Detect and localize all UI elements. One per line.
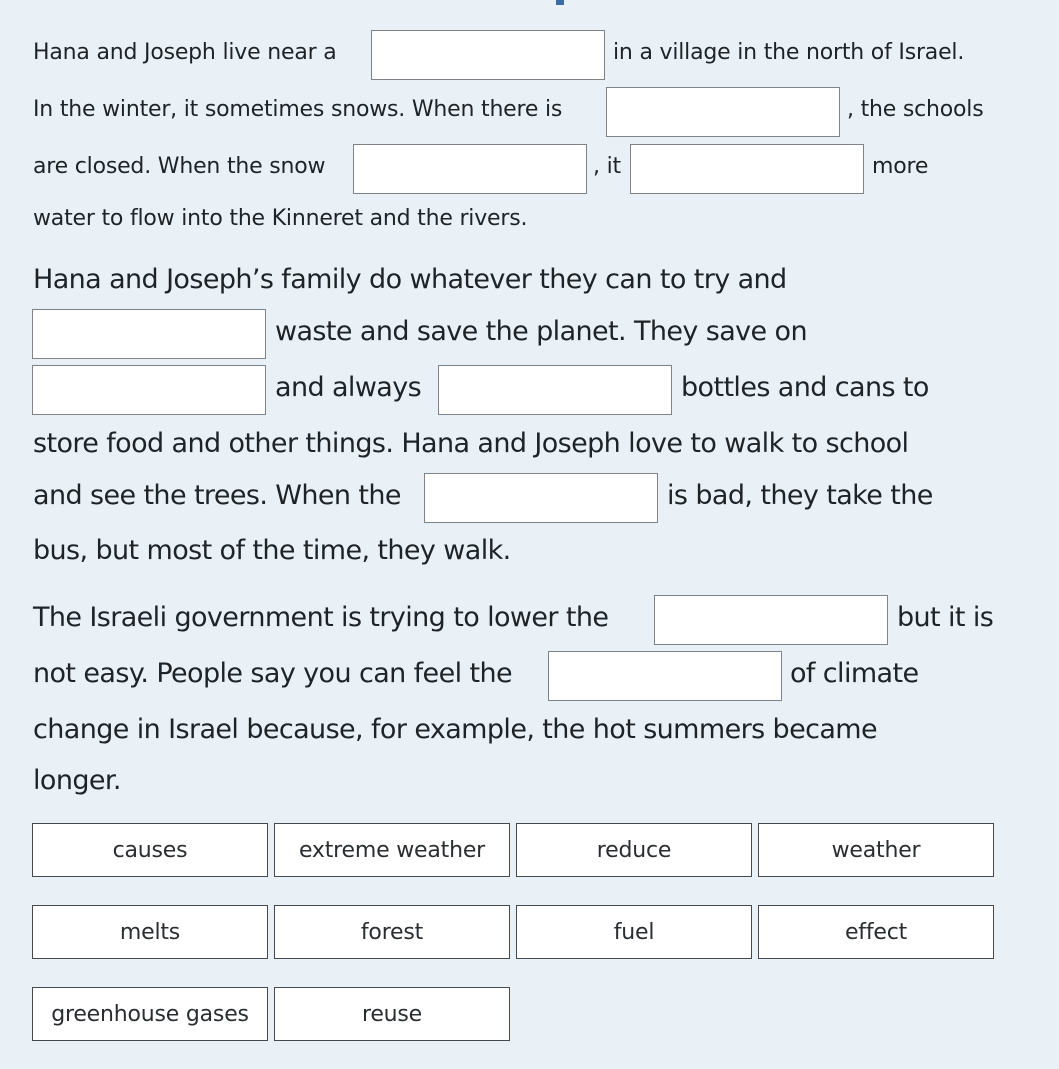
word-chip-greenhouse-gases[interactable]: greenhouse gases: [32, 987, 268, 1041]
blank-slot-7[interactable]: [438, 365, 672, 415]
p1-text: In the winter, it sometimes snows. When there is: [33, 97, 563, 122]
p1-text: more: [872, 154, 929, 179]
word-chip-forest[interactable]: forest: [274, 905, 510, 959]
p2-text: and always: [275, 372, 422, 403]
p1-text: are closed. When the snow: [33, 154, 326, 179]
p3-text: The Israeli government is trying to lower the: [33, 602, 609, 633]
p1-text: , the schools: [847, 97, 984, 122]
word-chip-effect[interactable]: effect: [758, 905, 994, 959]
p3-text: but it is: [897, 602, 994, 633]
word-chip-weather[interactable]: weather: [758, 823, 994, 877]
blank-slot-9[interactable]: [654, 595, 888, 645]
top-scroll-indicator: [556, 0, 564, 5]
word-chip-causes[interactable]: causes: [32, 823, 268, 877]
p1-text: , it: [593, 154, 621, 179]
blank-slot-8[interactable]: [424, 473, 658, 523]
blank-slot-10[interactable]: [548, 651, 782, 701]
word-chip-fuel[interactable]: fuel: [516, 905, 752, 959]
p2-text: is bad, they take the: [667, 480, 933, 511]
word-chip-melts[interactable]: melts: [32, 905, 268, 959]
p1-text: water to flow into the Kinneret and the rivers.: [33, 206, 528, 231]
p3-text: not easy. People say you can feel the: [33, 658, 512, 689]
p3-text: change in Israel because, for example, the hot summers became: [33, 714, 877, 745]
word-chip-reuse[interactable]: reuse: [274, 987, 510, 1041]
blank-slot-4[interactable]: [630, 144, 864, 194]
p2-text: Hana and Joseph’s family do whatever they can to try and: [33, 264, 787, 295]
blank-slot-2[interactable]: [606, 87, 840, 137]
p2-text: bus, but most of the time, they walk.: [33, 535, 511, 566]
word-chip-reduce[interactable]: reduce: [516, 823, 752, 877]
p3-text: longer.: [33, 765, 121, 796]
blank-slot-1[interactable]: [371, 30, 605, 80]
word-chip-extreme-weather[interactable]: extreme weather: [274, 823, 510, 877]
p2-text: store food and other things. Hana and Joseph love to walk to school: [33, 428, 909, 459]
p2-text: bottles and cans to: [681, 372, 929, 403]
p2-text: and see the trees. When the: [33, 480, 401, 511]
blank-slot-3[interactable]: [353, 144, 587, 194]
blank-slot-6[interactable]: [32, 365, 266, 415]
p1-text: in a village in the north of Israel.: [613, 40, 965, 65]
p3-text: of climate: [790, 658, 919, 689]
p2-text: waste and save the planet. They save on: [275, 316, 807, 347]
p1-text: Hana and Joseph live near a: [33, 40, 337, 65]
blank-slot-5[interactable]: [32, 309, 266, 359]
